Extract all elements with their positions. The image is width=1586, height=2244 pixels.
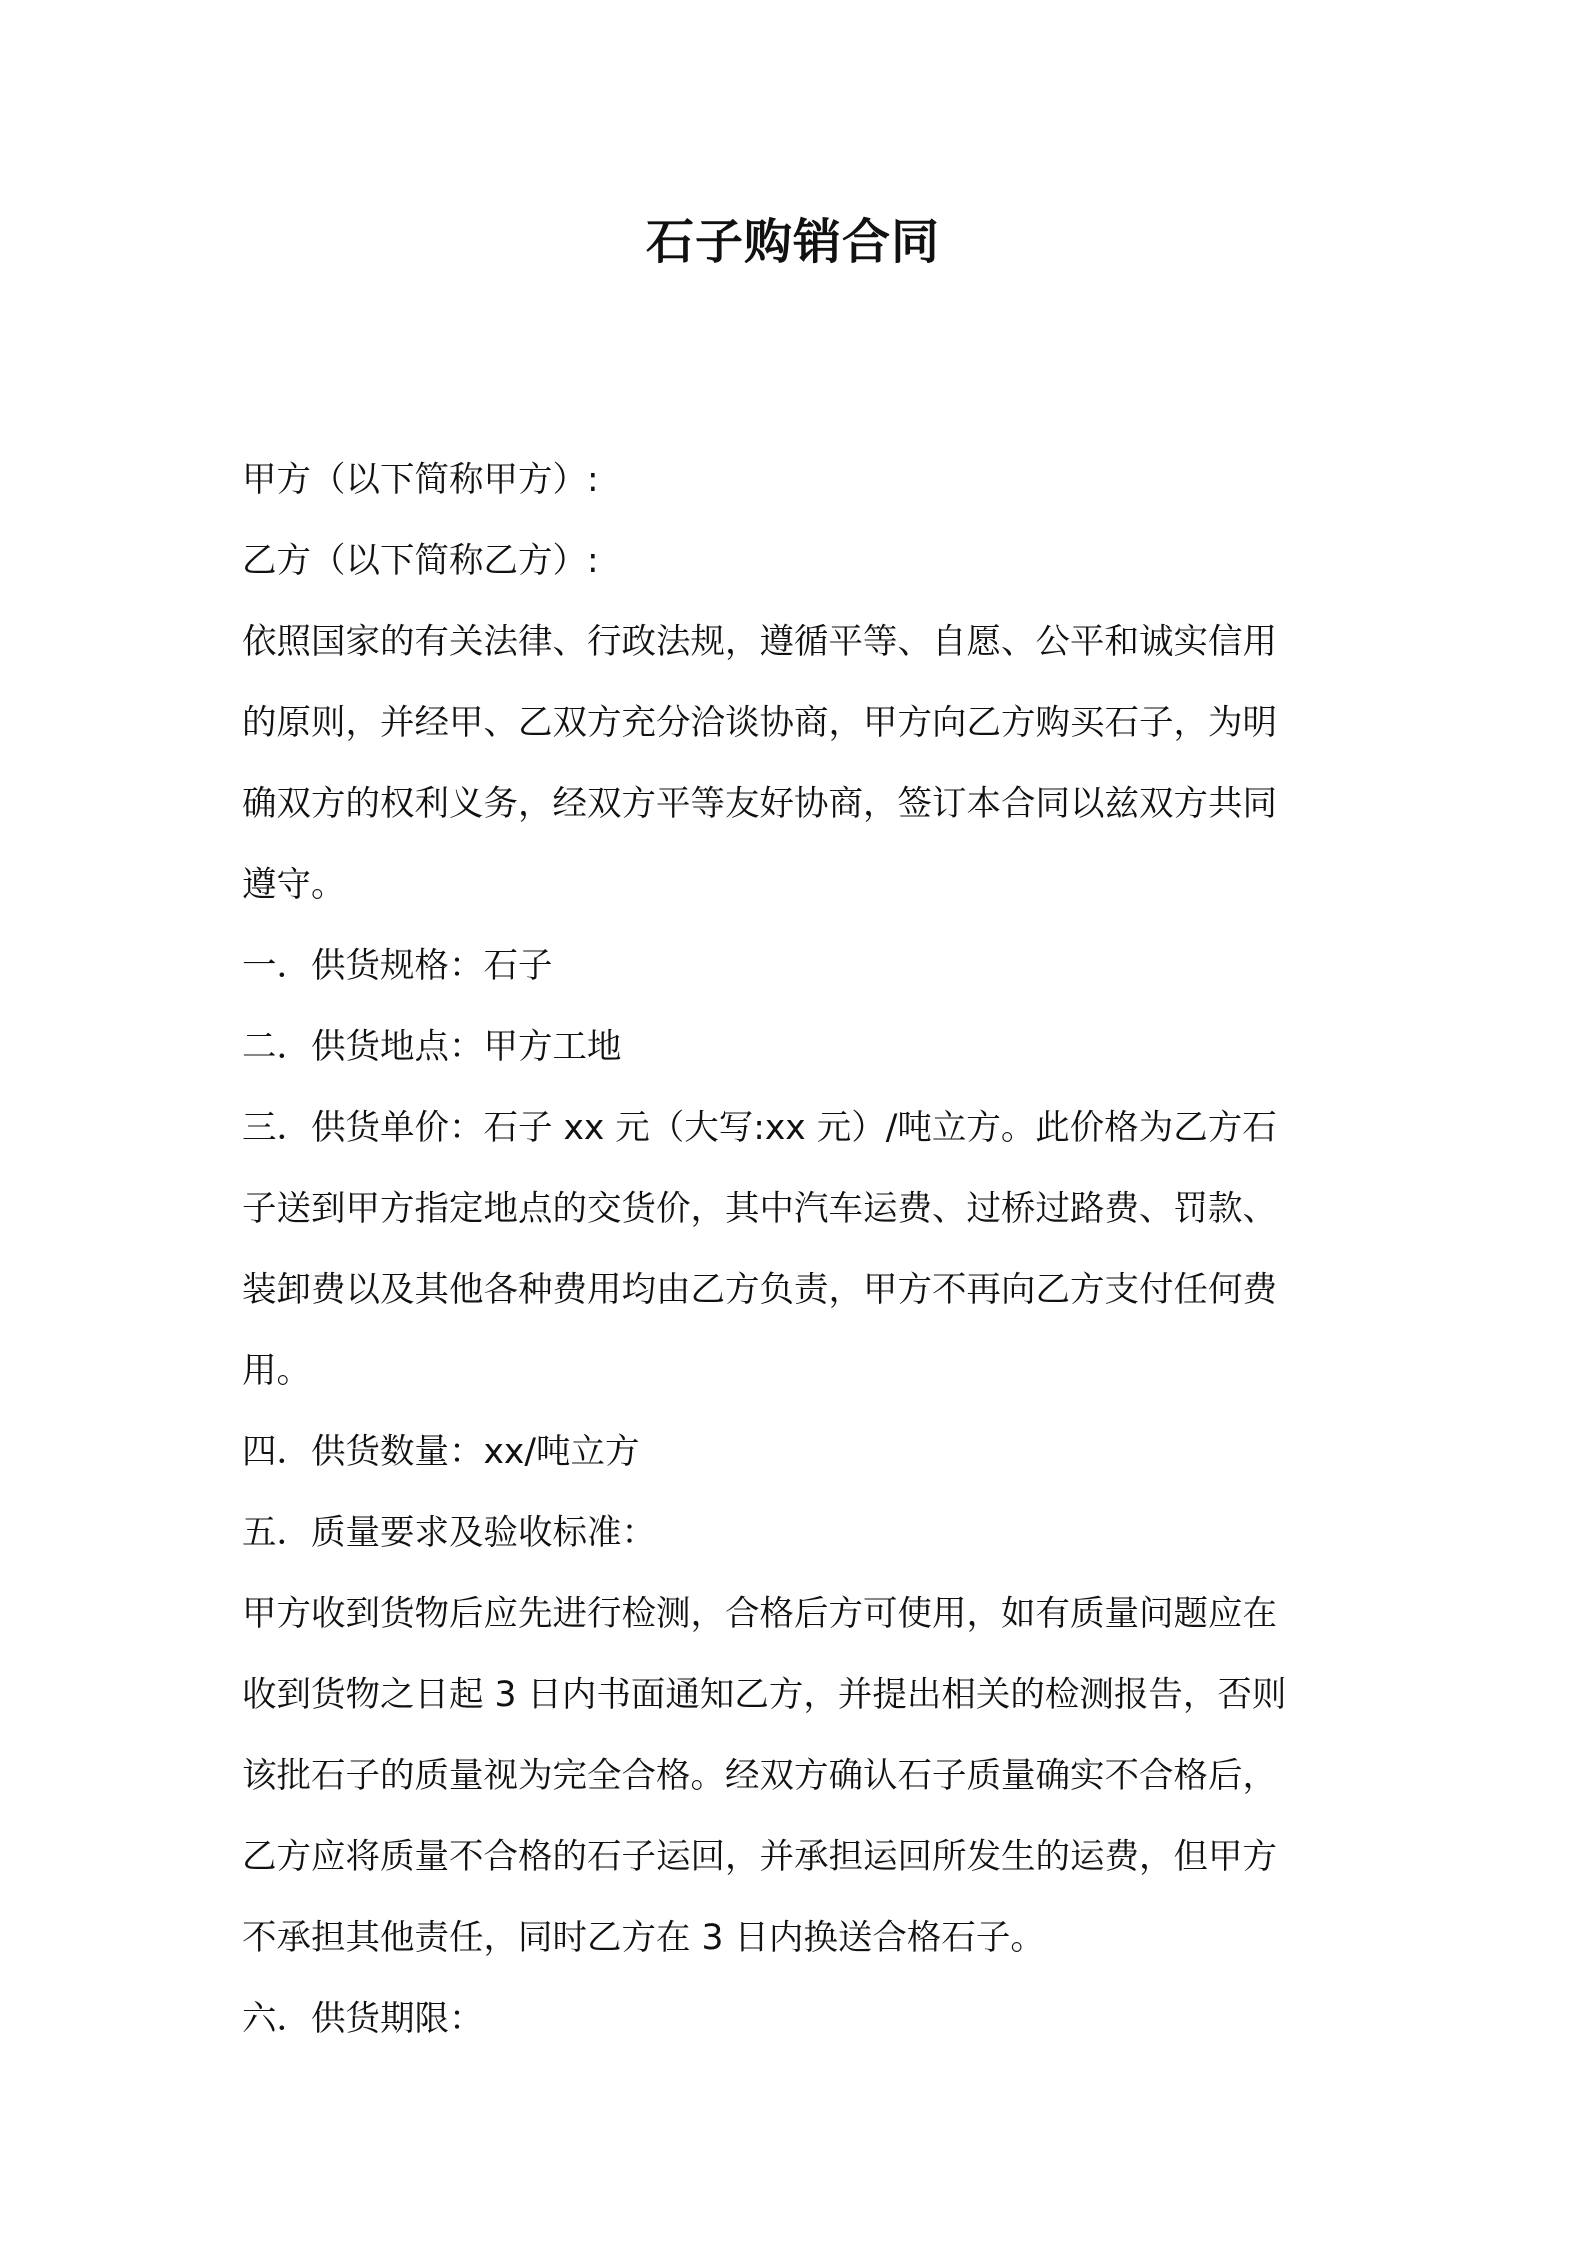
- preamble-line: 的原则，并经甲、乙双方充分洽谈协商，甲方向乙方购买石子，为明: [242, 703, 1277, 743]
- clause-3-price: 用。: [242, 1351, 311, 1391]
- party-a-line: 甲方（以下简称甲方）:: [242, 460, 599, 500]
- clause-5-text: 该批石子的质量视为完全合格。经双方确认石子质量确实不合格后，: [242, 1756, 1277, 1796]
- clause-5-text: 不承担其他责任，同时乙方在 3 日内换送合格石子。: [242, 1918, 1045, 1958]
- clause-3-price: 三．供货单价：石子 xx 元（大写:xx 元）/吨立方。此价格为乙方石: [242, 1108, 1277, 1148]
- preamble-line: 确双方的权利义务，经双方平等友好协商，签订本合同以兹双方共同: [242, 784, 1277, 824]
- party-b-line: 乙方（以下简称乙方）:: [242, 541, 599, 581]
- clause-5-heading: 五．质量要求及验收标准：: [242, 1513, 656, 1553]
- clause-6-heading: 六．供货期限：: [242, 1999, 484, 2039]
- clause-3-price: 子送到甲方指定地点的交货价，其中汽车运费、过桥过路费、罚款、: [242, 1189, 1277, 1229]
- clause-1-spec: 一．供货规格：石子: [242, 946, 553, 986]
- clause-5-text: 乙方应将质量不合格的石子运回，并承担运回所发生的运费，但甲方: [242, 1837, 1277, 1877]
- preamble-line: 遵守。: [242, 865, 346, 905]
- clause-5-text: 收到货物之日起 3 日内书面通知乙方，并提出相关的检测报告，否则: [242, 1675, 1287, 1715]
- clause-2-location: 二．供货地点：甲方工地: [242, 1027, 622, 1067]
- document-title: 石子购销合同: [645, 214, 940, 270]
- document-body: [242, 440, 1352, 2060]
- clause-4-quantity: 四．供货数量：xx/吨立方: [242, 1432, 640, 1472]
- preamble-line: 依照国家的有关法律、行政法规，遵循平等、自愿、公平和诚实信用: [242, 622, 1277, 662]
- clause-5-text: 甲方收到货物后应先进行检测，合格后方可使用，如有质量问题应在: [242, 1594, 1277, 1634]
- clause-3-price: 装卸费以及其他各种费用均由乙方负责，甲方不再向乙方支付任何费: [242, 1270, 1277, 1310]
